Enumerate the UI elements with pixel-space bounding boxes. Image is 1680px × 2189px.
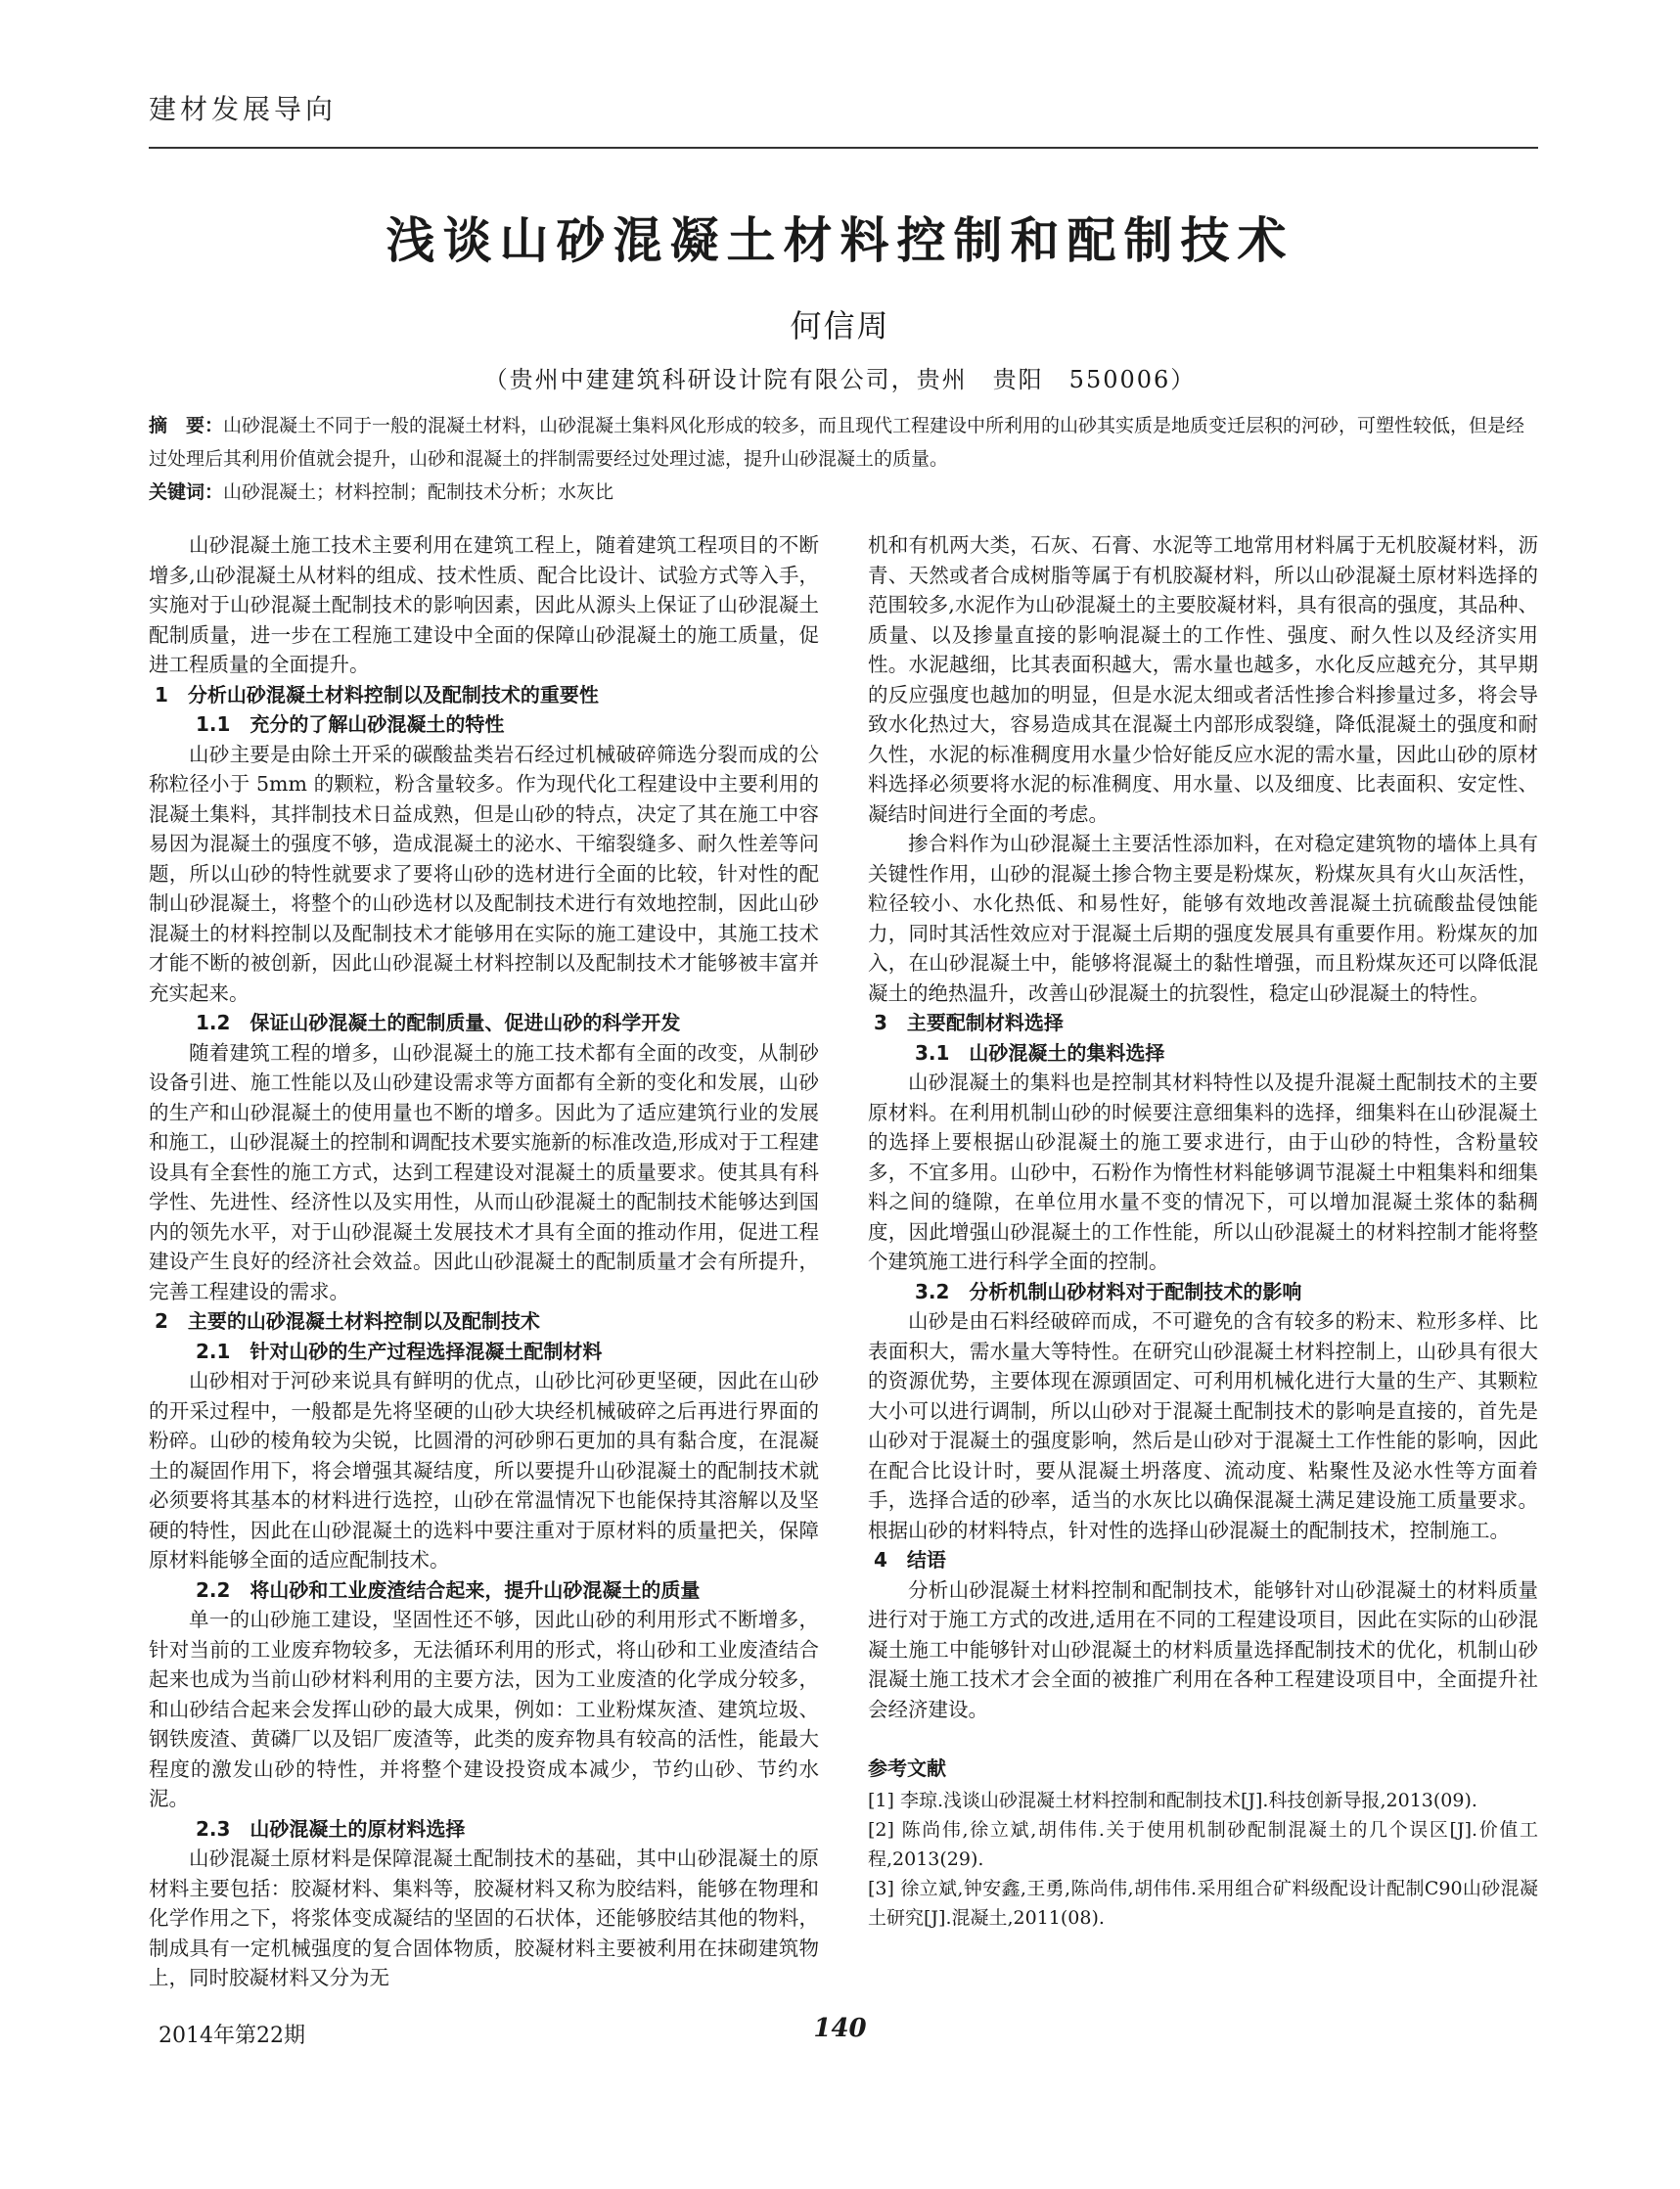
abstract [149, 409, 1538, 476]
keywords-label: 关键词： [149, 481, 224, 503]
running-head: 建材发展导向 [149, 93, 338, 125]
paragraph-3-1: 山砂混凝土的集料也是控制其材料特性以及提升混凝土配制技术的主要原材料。在利用机制山砂的时候要注意细集料的选择，细集料在山砂混凝土的选择上要根据山砂混凝土的施工要求进行，由于山砂的特性，含粉量较多，不宜多用。山砂中，石粉作为惰性材料能够调节混凝土中粗集料和细集料之间的缝隙，在单位用水量不变的情况下，可以增加混凝土浆体的黏稠度，因此增强山砂混凝土的工作性能，所以山砂混凝土的材料控制才能将整个建筑施工进行科学全面的控制。 [868, 1071, 1538, 1273]
section-heading-3: 3 主要配制材料选择 [874, 1011, 1064, 1034]
author-affiliation: （贵州中建建筑科研设计院有限公司，贵州 贵阳 550006） [483, 366, 1197, 393]
subsection-heading-1-2: 1.2 保证山砂混凝土的配制质量、促进山砂的科学开发 [196, 1011, 681, 1034]
abstract-label: 摘 要： [149, 415, 224, 436]
paragraph-admixture: 掺合料作为山砂混凝土主要活性添加料，在对稳定建筑物的墙体上具有关键性作用，山砂的混凝土掺合物主要是粉煤灰，粉煤灰具有火山灰活性，粒径较小、水化热低、和易性好，能够有效地改善混凝土抗硫酸盐侵蚀能力，同时其活性效应对于混凝土后期的强度发展具有重要作用。粉煤灰的加入，在山砂混凝土中，能够将混凝土的黏性增强，而且粉煤灰还可以降低混凝土的绝热温升，改善山砂混凝土的抗裂性，稳定山砂混凝土的特性。 [868, 832, 1538, 1005]
subsection-heading-3-1: 3.1 山砂混凝土的集料选择 [915, 1040, 1165, 1065]
left-column [149, 530, 819, 1993]
reference-item: [2] 陈尚伟,徐立斌,胡伟伟.关于使用机制砂配制混凝土的几个误区[J].价值工程,2013(29). [868, 1818, 1538, 1870]
subsection-heading-2-3: 2.3 山砂混凝土的原材料选择 [196, 1816, 466, 1841]
abstract-block [149, 409, 1538, 509]
paragraph-2-3-continued: 机和有机两大类，石灰、石膏、水泥等工地常用材料属于无机胶凝材料，沥青、天然或者合成树脂等属于有机胶凝材料，所以山砂混凝土原材料选择的范围较多,水泥作为山砂混凝土的主要胶凝材料，具有很高的强度，其品种、质量、以及掺量直接的影响混凝土的工作性、强度、耐久性以及经济实用性。水泥越细，比其表面积越大，需水量也越多，水化反应越充分，其早期的反应强度也越加的明显，但是水泥太细或者活性掺合料掺量过多，将会导致水化热过大，容易造成其在混凝土内部形成裂缝，降低混凝土的强度和耐久性，水泥的标准稠度用水量少恰好能反应水泥的需水量，因此山砂的原材料选择必须要将水泥的标准稠度、用水量、以及细度、比表面积、安定性、凝结时间进行全面的考虑。 [868, 533, 1538, 826]
keywords-text: 山砂混凝土；材料控制；配制技术分析；水灰比 [223, 481, 614, 503]
paragraph-1-2: 随着建筑工程的增多，山砂混凝土的施工技术都有全面的改变，从制砂设备引进、施工性能以及山砂建设需求等方面都有全新的变化和发展，山砂的生产和山砂混凝土的使用量也不断的增多。因此为了适应建筑行业的发展和施工，山砂混凝土的控制和调配技术要实施新的标准改造,形成对于工程建设具有全套性的施工方式，达到工程建设对混凝土的质量要求。使其具有科学性、先进性、经济性以及实用性，从而山砂混凝土的配制技术能够达到国内的领先水平，对于山砂混凝土发展技术才具有全面的推动作用，促进工程建设产生良好的经济社会效益。因此山砂混凝土的配制质量才会有所提升，完善工程建设的需求。 [149, 1040, 819, 1303]
paragraph-2-3: 山砂混凝土原材料是保障混凝土配制技术的基础，其中山砂混凝土的原材料主要包括：胶凝材料、集料等，胶凝材料又称为胶结料，能够在物理和化学作用之下，将浆体变成凝结的坚固的石状体，还能够胶结其他的物料，制成具有一定机械强度的复合固体物质，胶凝材料主要被利用在抹砌建筑物上，同时胶凝材料又分为无 [149, 1847, 819, 1989]
paragraph-2-2: 单一的山砂施工建设，坚固性还不够，因此山砂的利用形式不断增多，针对当前的工业废弃物较多，无法循环利用的形式，将山砂和工业废渣结合起来也成为当前山砂材料利用的主要方法，因为工业废渣的化学成分较多，和山砂结合起来会发挥山砂的最大成果，例如：工业粉煤灰渣、建筑垃圾、钢铁废渣、黄磷厂以及铝厂废渣等，此类的废弃物具有较高的活性，能最大程度的激发山砂的特性，并将整个建设投资成本减少，节约山砂、节约水泥。 [149, 1608, 819, 1810]
subsection-heading-1-1: 1.1 充分的了解山砂混凝土的特性 [196, 712, 505, 736]
author-name: 何信周 [790, 307, 890, 344]
paragraph-4: 分析山砂混凝土材料控制和配制技术，能够针对山砂混凝土的材料质量进行对于施工方式的改进,适用在不同的工程建设项目，因此在实际的山砂混凝土施工中能够针对山砂混凝土的材料质量选择配制技术的优化，机制山砂混凝土施工技术才会全面的被推广利用在各种工程建设项目中，全面提升社会经济建设。 [868, 1577, 1538, 1721]
subsection-heading-3-2: 3.2 分析机制山砂材料对于配制技术的影响 [915, 1279, 1302, 1303]
section-heading-1: 1 分析山砂混凝土材料控制以及配制技术的重要性 [155, 682, 599, 707]
reference-item: [3] 徐立斌,钟安鑫,王勇,陈尚伟,胡伟伟.采用组合矿料级配设计配制C90山砂混凝土研究[J].混凝土,2011(08). [868, 1877, 1538, 1929]
reference-item: [1] 李琼.浅谈山砂混凝土材料控制和配制技术[J].科技创新导报,2013(09). [868, 1789, 1477, 1811]
article-title: 浅谈山砂混凝土材料控制和配制技术 [386, 211, 1294, 269]
right-column [868, 530, 1538, 1933]
abstract-text: 山砂混凝土不同于一般的混凝土材料，山砂混凝土集料风化形成的较多，而且现代工程建设中所利用的山砂其实质是地质变迁层积的河砂，可塑性较低，但是经过处理后其利用价值就会提升，山砂和混凝土的拌制需要经过处理过滤，提升山砂混凝土的质量。 [149, 415, 1525, 470]
paragraph-1-1: 山砂主要是由除土开采的碳酸盐类岩石经过机械破碎筛选分裂而成的公称粒径小于 5mm 的颗粒，粉含量较多。作为现代化工程建设中主要利用的混凝土集料，其拌制技术日益成熟，但是山砂的特点，决定了其在施工中容易因为混凝土的强度不够，造成混凝土的泌水、干缩裂缝多、耐久性差等问题，所以山砂的特性就要求了要将山砂的选材进行全面的比较，针对性的配制山砂混凝土，将整个的山砂选材以及配制技术进行有效地控制，因此山砂混凝土的材料控制以及配制技术才能够用在实际的施工建设中，其施工技术才能不断的被创新，因此山砂混凝土材料控制以及配制技术才能够被丰富并充实起来。 [149, 742, 819, 1005]
keywords [149, 476, 1538, 509]
subsection-heading-2-2: 2.2 将山砂和工业废渣结合起来，提升山砂混凝土的质量 [196, 1577, 701, 1602]
paragraph-2-1: 山砂相对于河砂来说具有鲜明的优点，山砂比河砂更坚硬，因此在山砂的开采过程中，一般都是先将坚硬的山砂大块经机械破碎之后再进行界面的粉碎。山砂的棱角较为尖锐，比圆滑的河砂卵石更加的具有黏合度，在混凝土的凝固作用下，将会增强其凝结度，所以要提升山砂混凝土的配制技术就必须要将其基本的材料进行选控，山砂在常温情况下也能保持其溶解以及坚硬的特性，因此在山砂混凝土的选料中要注重对于原材料的质量把关，保障原材料能够全面的适应配制技术。 [149, 1369, 819, 1572]
subsection-heading-2-1: 2.1 针对山砂的生产过程选择混凝土配制材料 [196, 1339, 603, 1363]
paragraph-3-2: 山砂是由石料经破碎而成，不可避免的含有较多的粉末、粒形多样、比表面积大，需水量大等特性。在研究山砂混凝土材料控制上，山砂具有很大的资源优势，主要体现在源頭固定、可利用机械化进行大量的生产、其颗粒大小可以进行调制，所以山砂对于混凝土配制技术的影响是直接的，首先是山砂对于混凝土的强度影响，然后是山砂对于混凝土工作性能的影响，因此在配合比设计时，要从混凝土坍落度、流动度、粘聚性及泌水性等方面着手，选择合适的砂率，适当的水灰比以确保混凝土满足建设施工质量要求。根据山砂的材料特点，针对性的选择山砂混凝土的配制技术，控制施工。 [868, 1309, 1538, 1542]
page-number: 140 [813, 2014, 867, 2043]
section-heading-2: 2 主要的山砂混凝土材料控制以及配制技术 [155, 1309, 540, 1333]
issue-label: 2014年第22期 [159, 2024, 305, 2048]
references-title: 参考文献 [868, 1756, 946, 1780]
intro-paragraph: 山砂混凝土施工技术主要利用在建筑工程上，随着建筑工程项目的不断增多,山砂混凝土从材料的组成、技术性质、配合比设计、试验方式等入手，实施对于山砂混凝土配制技术的影响因素，因此从源头上保证了山砂混凝土配制质量，进一步在工程施工建设中全面的保障山砂混凝土的施工质量，促进工程质量的全面提升。 [149, 533, 819, 676]
section-heading-4: 4 结语 [874, 1548, 946, 1572]
header-rule [149, 147, 1538, 149]
